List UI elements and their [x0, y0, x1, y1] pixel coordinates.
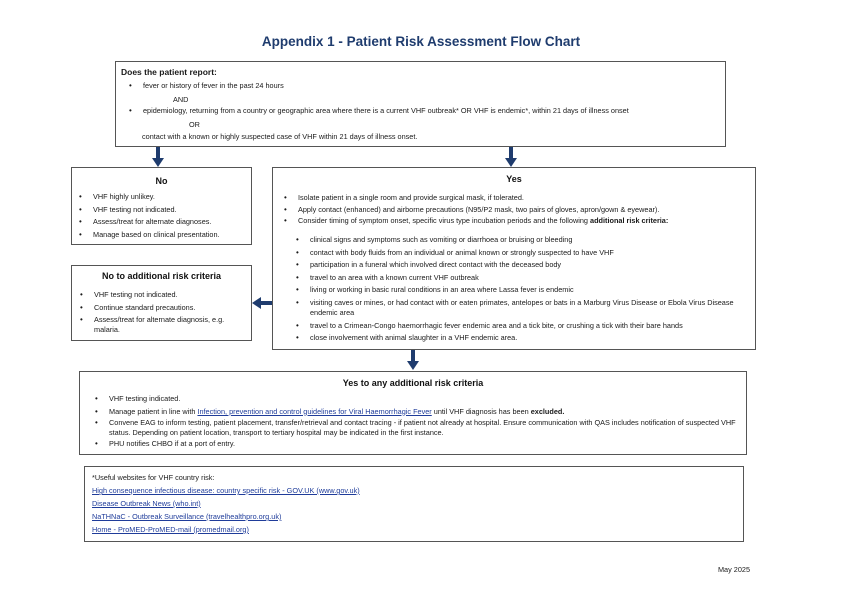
report-heading: Does the patient report: [121, 67, 217, 77]
no-additional-item: • VHF testing not indicated. [94, 290, 246, 301]
no-item: • Assess/treat for alternate diagnoses. [93, 217, 251, 228]
no-item: • Manage based on clinical presentation. [93, 230, 251, 241]
yes-heading: Yes [506, 174, 522, 184]
website-link-nathnac[interactable]: NaTHNaC - Outbreak Surveillance (travelhealthpro.org.uk) [92, 512, 282, 521]
yes-item: • Apply contact (enhanced) and airborne precautions (N95/P2 mask, two pairs of gloves, apron/gown & eyewear). [298, 205, 753, 216]
report-and: AND [173, 95, 189, 104]
no-heading: No [155, 176, 168, 186]
websites-box [84, 466, 744, 542]
websites-heading: *Useful websites for VHF country risk: [92, 473, 215, 482]
criteria-item: • close involvement with animal slaughter in a VHF endemic area. [310, 333, 753, 344]
page-title: Appendix 1 - Patient Risk Assessment Flow Chart [261, 34, 581, 49]
arrow-to-yes [504, 147, 518, 168]
arrow-to-no [151, 147, 165, 168]
no-additional-item: • Assess/treat for alternate diagnosis, e.g. malaria. [94, 315, 246, 334]
patient-report-box [115, 61, 726, 147]
criteria-item: • travel to a Crimean-Congo haemorrhagic fever endemic area and a tick bite, or crushing a tick with their bare hands [310, 321, 753, 332]
additional-risk-criteria-label: additional risk criteria: [590, 216, 669, 225]
website-link-who[interactable]: Disease Outbreak News (who.int) [92, 499, 201, 508]
report-item-fever: • fever or history of fever in the past 24 hours [143, 81, 723, 92]
no-item: • VHF highly unlikey. [93, 192, 251, 203]
footer-date: May 2025 [717, 565, 750, 574]
yes-additional-item [109, 407, 745, 418]
no-additional-heading: No to additional risk criteria [101, 271, 222, 281]
report-item-contact: contact with a known or highly suspected case of VHF within 21 days of illness onset. [142, 132, 418, 141]
website-link-promed[interactable]: Home - ProMED-ProMED-mail (promedmail.org) [92, 525, 249, 534]
no-item: • VHF testing not indicated. [93, 205, 251, 216]
criteria-item: • participation in a funeral which involved direct contact with the deceased body [310, 260, 753, 271]
excluded-label: excluded. [530, 406, 565, 416]
no-box [71, 167, 252, 245]
website-link-govuk[interactable]: High consequence infectious disease: country specific risk - GOV.UK (www.gov.uk) [92, 486, 360, 495]
no-additional-box [71, 265, 252, 341]
arrow-to-no-additional [252, 296, 273, 310]
yes-additional-heading: Yes to any additional risk criteria [342, 378, 484, 388]
manage-patient-text: Manage patient in line with [109, 406, 196, 416]
manage-patient-text-mid: until VHF diagnosis has been [433, 406, 529, 416]
ipc-guidelines-link[interactable]: Infection, prevention and control guidelines for Viral Haemorrhagic Fever [197, 406, 432, 416]
yes-item-text: Consider timing of symptom onset, specific virus type incubation periods and the following [298, 216, 588, 225]
yes-additional-item: • PHU notifies CHBO if at a port of entry. [109, 439, 745, 450]
arrow-to-yes-additional [406, 350, 420, 371]
report-or: OR [189, 120, 200, 129]
criteria-item: • contact with body fluids from an individual or animal known or strongly suspected to have VHF [310, 248, 753, 259]
criteria-item: • visiting caves or mines, or had contact with or eaten primates, antelopes or bats in a Marburg Virus Disease or Ebola Virus Disease endemic area [310, 298, 740, 319]
criteria-item: • living or working in basic rural conditions in an area where Lassa fever is endemic [310, 285, 753, 296]
yes-item [298, 216, 753, 227]
yes-additional-item: • VHF testing indicated. [109, 394, 745, 405]
yes-box [272, 167, 756, 350]
report-item-epidemiology: • epidemiology, returning from a country or geographic area where there is a current VHF outbreak* OR VHF is endemic*, within 21 days of illness onset [143, 106, 723, 117]
criteria-item: • travel to an area with a known current VHF outbreak [310, 273, 753, 284]
criteria-item: • clinical signs and symptoms such as vomiting or diarrhoea or bruising or bleeding [310, 235, 753, 246]
yes-additional-box [79, 371, 747, 455]
no-additional-item: • Continue standard precautions. [94, 303, 246, 314]
yes-additional-item: • Convene EAG to inform testing, patient placement, transfer/retrieval and contact tracing - if patient not already at hospital. Ensure communication with QAS includes notification of suspected VHF status. Depending on patient location, transport to tertiary hospital may be indicated in the first instance. [109, 418, 745, 438]
yes-item: • Isolate patient in a single room and provide surgical mask, if tolerated. [298, 193, 753, 204]
